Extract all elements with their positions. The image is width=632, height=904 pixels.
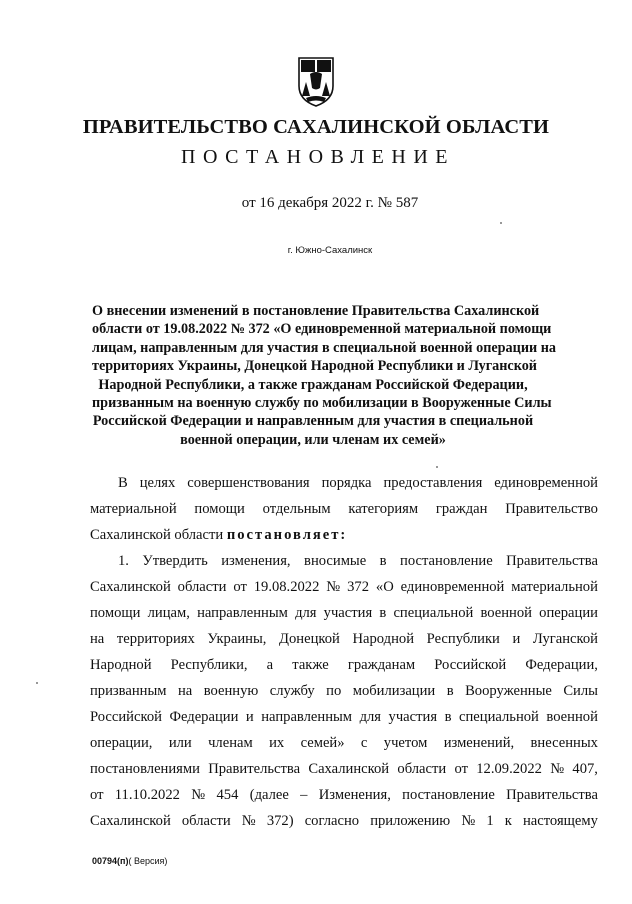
word: в	[379, 553, 387, 569]
coat-of-arms-icon	[296, 56, 336, 108]
word: военной	[546, 709, 598, 725]
word: №	[550, 761, 565, 777]
word: направленным	[197, 605, 288, 621]
word: области	[177, 579, 227, 595]
word: военную	[203, 683, 259, 699]
word: №	[326, 579, 341, 595]
word: предоставления	[383, 475, 483, 491]
subject-line: области от 19.08.2022 № 372 «О единовременной материальной помощи	[92, 321, 552, 338]
word: единовременной	[494, 475, 598, 491]
word: по	[326, 683, 342, 699]
word: отдельным	[262, 501, 331, 517]
word: Народной	[352, 631, 415, 647]
word: внесенных	[530, 735, 598, 751]
document-type: ПОСТАНОВЛЕНИЕ	[181, 146, 455, 168]
paragraph-line	[90, 470, 598, 496]
subject-line: призванным на военную службу по мобилизации в Вооруженные Силы	[92, 395, 552, 412]
paragraph-line	[90, 730, 598, 756]
word: 372	[347, 579, 369, 595]
paragraph-line	[90, 652, 598, 678]
word: «О	[375, 579, 394, 595]
word: №	[191, 787, 206, 803]
word: 407,	[572, 761, 598, 777]
word: и	[245, 709, 254, 725]
word: для	[359, 709, 382, 725]
word: помощи	[90, 605, 141, 621]
word: участия	[388, 709, 438, 725]
paragraph-line	[90, 626, 598, 652]
paragraph-line	[90, 574, 598, 600]
footer-doc-code: 00794(п)	[92, 856, 129, 866]
word: семей»	[300, 735, 345, 751]
word: Сахалинской	[90, 813, 171, 829]
item-1-paragraph	[90, 548, 598, 834]
document-date-number: от 16 декабря 2022 г. № 587	[241, 195, 419, 211]
word: от	[90, 787, 104, 803]
word: Российской	[90, 709, 162, 725]
scan-speck	[36, 682, 38, 684]
paragraph-line	[90, 756, 598, 782]
subject-line: Российской Федерации и направленным для участия в специальной	[92, 413, 534, 430]
word: 1.	[118, 553, 129, 569]
word: области	[181, 813, 231, 829]
scan-speck	[436, 466, 438, 468]
word: материальной	[90, 501, 177, 517]
government-title: ПРАВИТЕЛЬСТВО САХАЛИНСКОЙ ОБЛАСТИ	[82, 116, 550, 138]
word: Республики	[426, 631, 500, 647]
word: Донецкой	[279, 631, 340, 647]
scan-speck	[500, 222, 502, 224]
word: Луганской	[532, 631, 598, 647]
word: на	[177, 683, 193, 699]
word: в	[379, 605, 387, 621]
word: военной	[480, 605, 532, 621]
word: от	[454, 761, 468, 777]
footer-code	[92, 856, 167, 866]
word: порядка	[321, 475, 372, 491]
resolution-keyword: постановляет:	[226, 527, 348, 543]
word: службу	[269, 683, 315, 699]
word: и	[512, 631, 521, 647]
word: членам	[208, 735, 253, 751]
word: Силы	[563, 683, 598, 699]
word: Республики,	[170, 657, 248, 673]
word: или	[168, 735, 192, 751]
word: Российской	[434, 657, 507, 673]
document-city: г. Южно-Сахалинск	[287, 245, 373, 256]
paragraph-line	[90, 522, 598, 548]
word: Утвердить	[142, 553, 208, 569]
document-body	[90, 470, 598, 834]
document-subject	[92, 302, 556, 449]
word: Федерации	[169, 709, 239, 725]
word: №	[241, 813, 256, 829]
word: гражданам	[347, 657, 416, 673]
word: Сахалинской	[308, 761, 390, 777]
footer-version: ( Версия)	[128, 856, 168, 866]
word: 454	[216, 787, 239, 803]
word: постановление	[402, 787, 495, 803]
word: территориях	[116, 631, 195, 647]
word: изменения,	[221, 553, 291, 569]
word: для	[295, 605, 317, 621]
word: операции,	[90, 735, 153, 751]
subject-line: территориях Украины, Донецкой Народной Республики и Луганской	[92, 358, 537, 375]
word: области	[397, 761, 447, 777]
word: на	[90, 631, 105, 647]
word: 12.09.2022	[476, 761, 542, 777]
word: в	[444, 709, 452, 725]
paragraph-line	[90, 548, 598, 574]
paragraph-line	[90, 808, 598, 834]
word: (далее	[249, 787, 289, 803]
word: Изменения,	[318, 787, 391, 803]
word: от	[233, 579, 247, 595]
word: специальной	[459, 709, 539, 725]
word: помощи	[194, 501, 245, 517]
word: мобилизации	[352, 683, 436, 699]
word: направленным	[261, 709, 353, 725]
word: 1	[486, 813, 494, 829]
subject-line: военной операции, или членам их семей»	[180, 431, 446, 448]
word: 11.10.2022	[114, 787, 180, 803]
word: призванным	[90, 683, 167, 699]
word: к	[504, 813, 512, 829]
word: граждан	[435, 501, 488, 517]
paragraph-line	[90, 600, 598, 626]
paragraph-line	[90, 678, 598, 704]
word: операции	[539, 605, 598, 621]
word: совершенствования	[187, 475, 310, 491]
word: лицам,	[147, 605, 190, 621]
word: согласно	[304, 813, 360, 829]
word: целях	[139, 475, 176, 491]
word: единовременной	[400, 579, 505, 595]
word: их	[269, 735, 285, 751]
word: В	[118, 475, 128, 491]
word: Правительства	[506, 787, 598, 803]
word: 372)	[266, 813, 294, 829]
subject-line: лицам, направленным для участия в специальной военной операции на	[92, 339, 556, 356]
word: материальной	[511, 579, 598, 595]
word: –	[300, 787, 308, 803]
word: Народной	[90, 657, 152, 673]
word: в	[446, 683, 454, 699]
word: также	[292, 657, 329, 673]
word: постановление	[400, 553, 493, 569]
word: Украины,	[207, 631, 267, 647]
word: а	[266, 657, 274, 673]
subject-line: Народной Республики, а также гражданам Российской Федерации,	[98, 376, 528, 393]
paragraph-line	[90, 782, 598, 808]
word: приложению	[370, 813, 451, 829]
word: участия	[323, 605, 373, 621]
word: настоящему	[522, 813, 598, 829]
paragraph-line	[90, 496, 598, 522]
word: Сахалинской	[90, 579, 171, 595]
word: категориям	[348, 501, 419, 517]
word: изменений,	[443, 735, 515, 751]
subject-line: О внесении изменений в постановление Правительства Сахалинской	[92, 303, 540, 319]
word: с	[360, 735, 368, 751]
word: учетом	[383, 735, 428, 751]
word: Правительство	[505, 501, 598, 517]
word: Вооруженные	[465, 683, 552, 699]
paragraph-line	[90, 704, 598, 730]
word: Правительства	[506, 553, 598, 569]
word: 19.08.2022	[253, 579, 320, 595]
word: №	[461, 813, 476, 829]
word: Правительства	[208, 761, 301, 777]
word: Федерации,	[525, 657, 598, 673]
word: специальной	[393, 605, 474, 621]
paragraph-text: Сахалинской области	[90, 527, 227, 543]
word: вносимые	[304, 553, 367, 569]
word: постановлениями	[90, 761, 200, 777]
